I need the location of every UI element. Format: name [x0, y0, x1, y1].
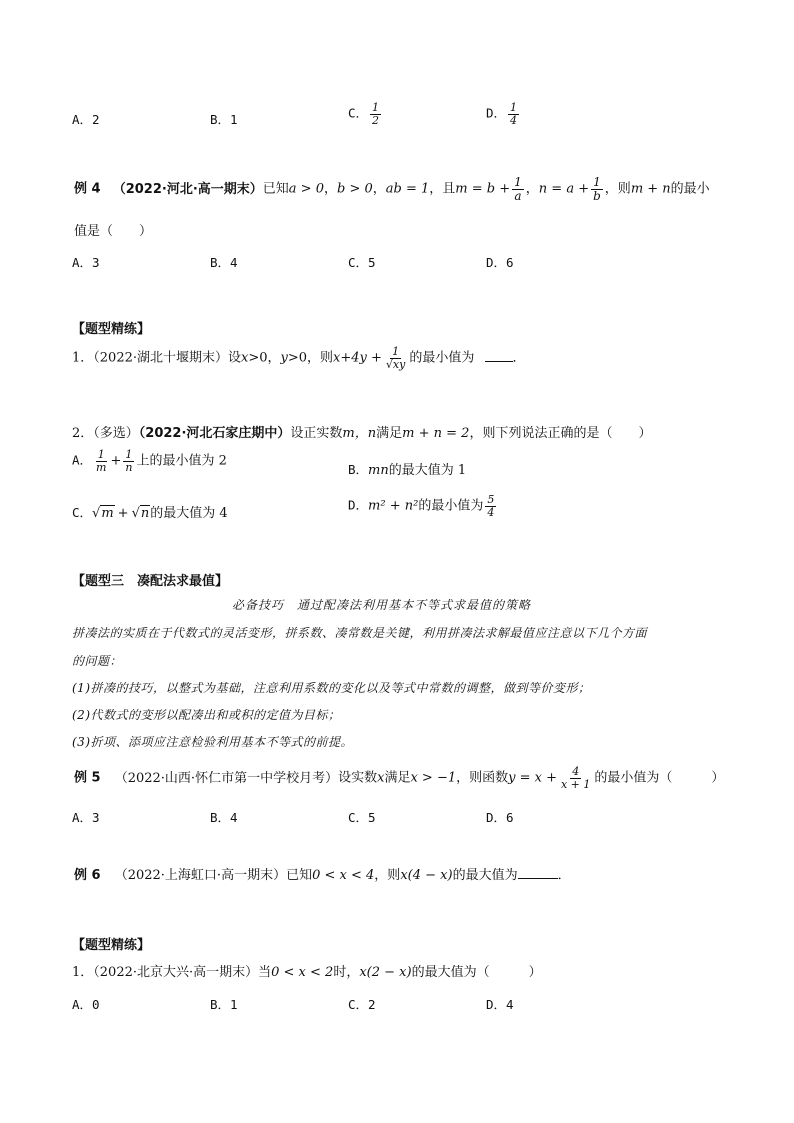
fraction-numerator: 1: [510, 101, 518, 114]
option-label: C．: [72, 505, 93, 520]
example-4-line2: 值是（ ）: [74, 224, 153, 239]
option-b: B．1: [210, 112, 238, 127]
option-a: A．3: [72, 810, 100, 825]
answer-blank[interactable]: [485, 349, 513, 362]
section-title: [72, 570, 228, 589]
tip-item: (1)拼凑的技巧，以整式为基础，注意利用系数的变化以及等式中常数的调整，做到等价变形；: [72, 681, 591, 695]
fraction: [512, 176, 524, 202]
example-5-question: [74, 766, 724, 790]
option-c: C．5: [348, 255, 376, 270]
text: 的最大值为（ ）: [411, 965, 542, 980]
option-b: B．4: [210, 810, 238, 825]
fraction-numerator: 1: [125, 448, 133, 461]
fraction-numerator: 1: [392, 345, 400, 358]
text: ，: [372, 181, 386, 197]
text: ．: [512, 350, 526, 366]
fraction: [559, 766, 592, 790]
heading-text: 【题型精练】: [72, 938, 151, 953]
fraction: [123, 449, 134, 473]
fraction: [384, 346, 407, 370]
practice-question-1: [72, 346, 526, 370]
text: >0，则: [287, 350, 334, 366]
fraction-denominator: a: [514, 188, 522, 203]
option-text: 的最大值为 4: [150, 506, 228, 521]
option-c: C．2: [348, 997, 376, 1012]
math: y = x +: [508, 770, 557, 786]
text: 满足: [384, 770, 411, 786]
fraction-denominator: n: [125, 460, 133, 474]
example-label: 例 6: [74, 868, 101, 883]
option-label: A．: [72, 452, 93, 468]
math: a > 0: [288, 181, 324, 197]
tip-paragraph: 的问题：: [72, 654, 123, 668]
text: ，则下列说法正确的是（ ）: [469, 426, 652, 441]
option-text: 上的最小值为 2: [136, 453, 227, 469]
text: 设实数: [338, 770, 378, 786]
option-d: [348, 494, 498, 518]
option-c: C．5: [348, 810, 376, 825]
math: m + n: [630, 181, 671, 197]
text: ，则: [374, 868, 401, 883]
fraction-denominator: 4: [510, 113, 518, 127]
option-label: B．: [348, 462, 369, 477]
practice-question-2: [72, 422, 651, 441]
fraction: [94, 449, 108, 473]
text: ，则: [604, 181, 631, 197]
example-source: （2022·山西·怀仁市第一中学校月考）: [114, 770, 339, 786]
text: 已知: [262, 181, 289, 197]
fraction-numerator: 4: [572, 765, 580, 778]
math: m，n: [342, 426, 377, 441]
fraction: [485, 494, 496, 518]
practice-question-1: [72, 961, 542, 980]
option-d-label: D．: [486, 105, 507, 121]
math: x > −1: [410, 770, 457, 786]
option-a: A．3: [72, 255, 100, 270]
fraction-numerator: 1: [97, 448, 105, 461]
text: +: [117, 506, 129, 521]
option-a: [72, 449, 227, 473]
math: x: [241, 350, 249, 366]
math: m: [101, 506, 114, 521]
math: mn: [368, 463, 389, 478]
fraction-denominator: √xy: [385, 357, 406, 371]
math: y: [280, 350, 288, 366]
math: m = b +: [455, 181, 511, 197]
option-b: B．4: [210, 255, 238, 270]
tip-paragraph: 拼凑法的实质在于代数式的灵活变形，拼系数、凑常数是关键，利用拼凑法求解最值应注意以下几个方面: [72, 626, 648, 640]
skill-title: 必备技巧 通过配凑法利用基本不等式求最值的策略: [232, 598, 532, 612]
text: 的最小值为: [409, 350, 475, 366]
math: n: [140, 506, 150, 521]
math: 0 < x < 2: [271, 965, 334, 980]
text: >0，: [248, 350, 281, 366]
fraction: [591, 176, 603, 202]
option-c: [348, 102, 383, 126]
option-a: A．2: [72, 112, 100, 127]
option-b: B．1: [210, 997, 238, 1012]
math: ab = 1: [385, 181, 430, 197]
example-4-question: [74, 176, 710, 202]
fraction-numerator: 1: [514, 175, 522, 189]
math: m² + n²: [368, 498, 419, 514]
fraction-denominator: 4: [487, 505, 495, 519]
math: x(2 − x): [359, 965, 412, 980]
example-source: （2022·上海虹口·高一期末）: [114, 868, 287, 883]
option-a: A．0: [72, 997, 100, 1012]
answer-blank[interactable]: [518, 866, 558, 879]
section-title-text: 【题型三 凑配法求最值】: [72, 574, 229, 589]
text: 设正实数: [290, 426, 343, 441]
fraction-numerator: 5: [487, 493, 495, 506]
option-c: C．√m + √n的最大值为 4: [72, 505, 228, 521]
section-heading: [72, 318, 150, 337]
math: x(4 − x): [400, 868, 453, 883]
math: x+4y +: [333, 350, 382, 366]
example-source: （2022·河北·高一期末）: [112, 181, 263, 197]
option-b: [348, 459, 466, 478]
fraction-numerator: 1: [372, 101, 380, 114]
fraction-numerator: 1: [593, 175, 601, 189]
math: x: [377, 770, 385, 786]
option-text: 的最小值为: [418, 498, 484, 514]
text: 时，: [333, 965, 360, 980]
tip-item: (3)折项、添项应注意检验利用基本不等式的前提。: [72, 735, 353, 749]
fraction-denominator: 2: [372, 113, 380, 127]
option-d-fraction: [508, 102, 519, 126]
text: +: [110, 453, 122, 469]
text: 的最大值为: [452, 868, 518, 883]
math: 0 < x < 4: [312, 868, 375, 883]
fraction-denominator: x + 1: [560, 777, 591, 791]
option-c-label: C．: [348, 105, 369, 121]
math: b > 0: [337, 181, 373, 197]
math: n = a +: [538, 181, 590, 197]
option-d: D．6: [486, 810, 514, 825]
text: 的最小值为（ ）: [594, 770, 725, 786]
text: ，则函数: [456, 770, 509, 786]
question-prefix: 1．（2022·湖北十堰期末）设: [72, 350, 241, 366]
text: ，: [525, 181, 539, 197]
fraction-denominator: b: [593, 188, 601, 203]
text: ．: [557, 868, 571, 883]
section-heading: [72, 934, 150, 953]
option-d: D．4: [486, 997, 514, 1012]
option-d: D．6: [486, 255, 514, 270]
option-c-fraction: [370, 102, 381, 126]
example-6-question: [74, 864, 571, 883]
question-prefix: 1．（2022·北京大兴·高一期末）当: [72, 965, 272, 980]
option-d: [486, 102, 521, 126]
math: m + n = 2: [402, 426, 470, 441]
example-label: 例 5: [74, 770, 101, 786]
text: 满足: [376, 426, 403, 441]
fraction-denominator: m: [96, 460, 107, 474]
example-label: 例 4: [74, 181, 101, 197]
option-text: 的最大值为 1: [388, 463, 467, 478]
text: ，且: [429, 181, 456, 197]
text: ，: [323, 181, 337, 197]
question-source: （2022·河北石家庄期中）: [138, 426, 291, 441]
heading-text: 【题型精练】: [72, 322, 151, 337]
text: 已知: [286, 868, 313, 883]
tip-item: (2)代数式的变形以配凑出和或积的定值为目标；: [72, 708, 341, 722]
text: 的最小: [670, 181, 710, 197]
question-prefix: 2．（多选）: [72, 426, 139, 441]
option-label: D．: [348, 497, 369, 513]
